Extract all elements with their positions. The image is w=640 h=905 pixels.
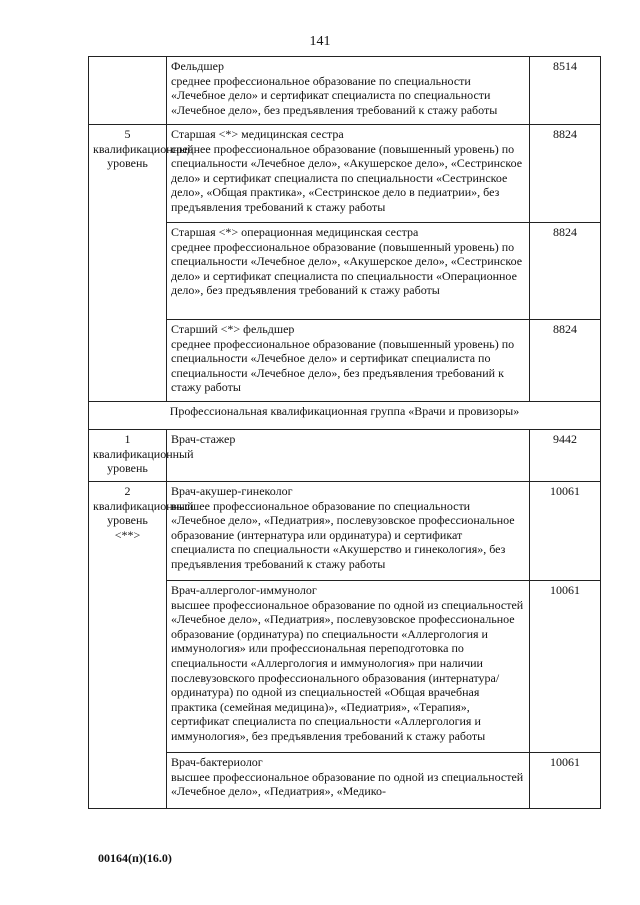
table-row (89, 125, 601, 223)
position-title: Врач-аллерголог-иммунолог (171, 583, 317, 597)
position-title: Врач-бактериолог (171, 755, 263, 769)
qualification-level-cell: 1 квалификационный уровень (89, 430, 167, 482)
qualification-level-cell: 2 квалификационный уровень <**> (89, 482, 167, 809)
position-description-cell (167, 223, 530, 320)
position-title: Старшая <*> операционная медицинская сестра (171, 225, 419, 239)
position-description-cell (167, 430, 530, 482)
salary-value-cell: 8824 (530, 320, 601, 402)
position-title: Старший <*> фельдшер (171, 322, 295, 336)
position-description-cell (167, 482, 530, 581)
position-requirements: среднее профессиональное образование (повышенный уровень) по специальности «Лечебное дело», «Акушерское дело», «Сестринское дело» и сертификат специалиста по специальности «Операционное дело», без предъявления требований к стажу работы (171, 239, 523, 298)
qualification-level-cell (89, 57, 167, 125)
table-row (89, 482, 601, 581)
position-description-cell (167, 125, 530, 223)
position-requirements: среднее профессиональное образование (повышенный уровень) по специальности «Лечебное дело», «Акушерское дело», «Сестринское дело» и сертификат специалиста по специальности «Сестринское дело», «Общая практика», «Сестринское дело в педиатрии», без предъявления требований к стажу работы (171, 141, 523, 214)
salary-value-cell: 10061 (530, 482, 601, 581)
table-row (89, 430, 601, 482)
position-requirements: высшее профессиональное образование по одной из специальностей «Лечебное дело», «Педиатрия», «Медико- (171, 769, 524, 799)
salary-value-cell: 8514 (530, 57, 601, 125)
page-number: 141 (309, 34, 331, 49)
salary-value-cell: 10061 (530, 753, 601, 809)
qualification-table (88, 56, 601, 809)
position-description-cell (167, 753, 530, 809)
group-header: Профессиональная квалификационная группа «Врачи и провизоры» (89, 402, 601, 430)
salary-value-cell: 10061 (530, 581, 601, 753)
document-code: 00164(п)(16.0) (98, 851, 172, 865)
salary-value-cell: 8824 (530, 125, 601, 223)
table-row (89, 57, 601, 125)
position-description-cell (167, 320, 530, 402)
position-description-cell (167, 57, 530, 125)
position-title: Старшая <*> медицинская сестра (171, 127, 344, 141)
qualification-level-cell: 5 квалификационный уровень (89, 125, 167, 402)
position-requirements: среднее профессиональное образование (повышенный уровень) по специальности «Лечебное дело» и сертификат специалиста по специальности «Лечебное дело», без предъявления требований к стажу работы (171, 336, 515, 395)
position-title: Врач-акушер-гинеколог (171, 484, 293, 498)
position-title: Врач-стажер (171, 432, 236, 446)
table-row (89, 402, 601, 430)
position-requirements: высшее профессиональное образование по одной из специальностей «Лечебное дело», «Педиатрия», послевузовское профессиональное образование (ординатура) по специальности «Аллергология и иммунология» или профессиональная переподготовка по специальности «Аллергология и иммунология» при наличии послевузовского профессионального образования (интернатура/ординатура) по одной из специальностей «Общая врачебная практика (семейная медицина)», «Педиатрия», «Терапия», сертификат специалиста по специальности «Аллергология и иммунология», без предъявления требований к стажу работы (171, 597, 524, 743)
position-description-cell (167, 581, 530, 753)
position-title: Фельдшер (171, 59, 224, 73)
salary-value-cell: 9442 (530, 430, 601, 482)
position-requirements: среднее профессиональное образование по специальности «Лечебное дело» и сертификат специалиста по специальности «Лечебное дело», без предъявления требований к стажу работы (171, 73, 498, 117)
position-requirements: высшее профессиональное образование по специальности «Лечебное дело», «Педиатрия», послевузовское профессиональное образование (интернатура или ординатура) и сертификат специалиста по специальности «Акушерство и гинекология», без предъявления требований к стажу работы (171, 498, 515, 571)
salary-value-cell: 8824 (530, 223, 601, 320)
